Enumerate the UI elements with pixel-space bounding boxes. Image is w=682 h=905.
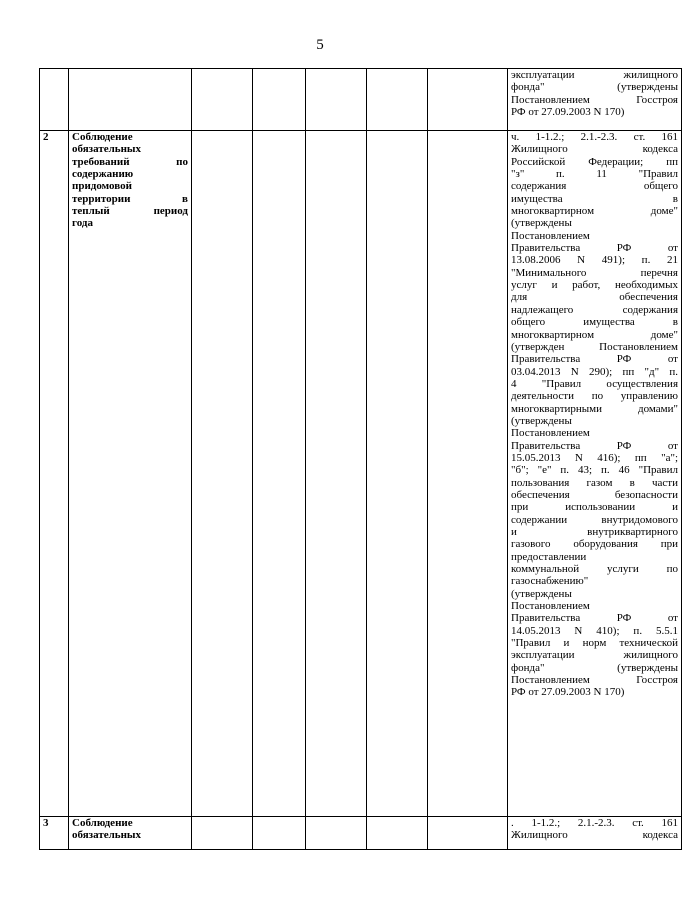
empty-cell bbox=[192, 131, 253, 817]
reference-line: газового оборудования при bbox=[511, 538, 678, 551]
reference-line: и внутриквартирного bbox=[511, 526, 678, 538]
row-number-cell: 2 bbox=[40, 131, 69, 817]
empty-cell bbox=[428, 817, 508, 850]
requirement-line: обязательных bbox=[72, 143, 142, 156]
reference-line: для обеспечения bbox=[511, 291, 678, 304]
requirement-line: придомовой bbox=[72, 180, 132, 193]
legal-reference-cell bbox=[508, 131, 682, 817]
reference-line: "з" п. 11 "Правил bbox=[511, 168, 678, 181]
reference-line: предоставлении bbox=[511, 550, 587, 563]
reference-line: Жилищного кодекса bbox=[511, 829, 678, 842]
requirement-line: года bbox=[72, 217, 93, 230]
reference-line: содержании внутридомового bbox=[511, 513, 678, 526]
row-number-cell: 3 bbox=[40, 817, 69, 850]
requirement-line: требований по bbox=[72, 155, 188, 168]
empty-cell bbox=[306, 131, 367, 817]
reference-line: Постановлением bbox=[511, 229, 590, 242]
empty-cell bbox=[367, 817, 428, 850]
empty-cell bbox=[253, 817, 306, 850]
reference-line: Правительства РФ от bbox=[511, 353, 678, 366]
empty-cell bbox=[428, 69, 508, 131]
empty-cell bbox=[192, 817, 253, 850]
reference-line: "б"; "е" п. 43; п. 46 "Правил bbox=[511, 464, 678, 477]
reference-line: эксплуатации жилищного bbox=[511, 649, 678, 662]
reference-line: 13.08.2006 N 491); п. 21 bbox=[511, 254, 678, 267]
reference-line: при использовании и bbox=[511, 501, 678, 514]
requirements-table bbox=[39, 68, 682, 850]
reference-line: содержания общего bbox=[511, 180, 678, 193]
reference-line: Жилищного кодекса bbox=[511, 143, 678, 156]
reference-line: (утвержден Постановлением bbox=[511, 340, 678, 353]
reference-line: РФ от 27.09.2003 N 170) bbox=[511, 686, 625, 699]
reference-line: обеспечения безопасности bbox=[511, 488, 678, 501]
empty-cell bbox=[367, 131, 428, 817]
table-row bbox=[40, 69, 682, 131]
table-body bbox=[40, 69, 682, 850]
requirement-line: Соблюдение bbox=[72, 131, 133, 143]
reference-line: деятельности по управлению bbox=[511, 390, 678, 403]
reference-line: услуг и работ, необходимых bbox=[511, 279, 678, 292]
legal-reference-cell bbox=[508, 817, 682, 850]
table-row bbox=[40, 817, 682, 850]
reference-line: РФ от 27.09.2003 N 170) bbox=[511, 106, 625, 119]
empty-cell bbox=[306, 817, 367, 850]
reference-line: Постановлением Госстроя bbox=[511, 674, 678, 687]
empty-cell bbox=[192, 69, 253, 131]
reference-line: (утверждены bbox=[511, 414, 572, 427]
empty-cell bbox=[306, 69, 367, 131]
requirement-cell bbox=[69, 131, 192, 817]
reference-line: фонда" (утверждены bbox=[511, 81, 678, 94]
row-number-cell bbox=[40, 69, 69, 131]
reference-line: фонда" (утверждены bbox=[511, 661, 678, 674]
reference-line: (утверждены bbox=[511, 217, 572, 230]
legal-reference-cell bbox=[508, 69, 682, 131]
reference-line: "Минимального перечня bbox=[511, 266, 678, 279]
reference-line: 4 "Правил осуществления bbox=[511, 377, 678, 390]
requirement-line: Соблюдение bbox=[72, 817, 133, 829]
reference-line: имущества в bbox=[511, 192, 678, 205]
reference-line: ч. 1-1.2.; 2.1.-2.3. ст. 161 bbox=[511, 131, 678, 143]
requirement-line: обязательных bbox=[72, 829, 142, 842]
reference-line: "Правил и норм технической bbox=[511, 637, 678, 650]
requirement-cell bbox=[69, 69, 192, 131]
reference-line: газоснабжению" bbox=[511, 575, 589, 588]
requirement-line: содержанию bbox=[72, 168, 134, 181]
reference-line: общего имущества в bbox=[511, 316, 678, 329]
requirement-line: теплый период bbox=[72, 205, 188, 218]
reference-line: эксплуатации жилищного bbox=[511, 69, 678, 81]
reference-line: Постановлением Госстроя bbox=[511, 93, 678, 106]
table-row bbox=[40, 131, 682, 817]
reference-line: коммунальной услуги по bbox=[511, 563, 678, 576]
reference-line: . 1-1.2.; 2.1.-2.3. ст. 161 bbox=[511, 817, 678, 829]
reference-line: 15.05.2013 N 416); пп "а"; bbox=[511, 451, 678, 464]
reference-line: Правительства РФ от bbox=[511, 612, 678, 625]
requirement-line: территории в bbox=[72, 192, 188, 205]
reference-line: многоквартирном доме" bbox=[511, 205, 678, 218]
reference-line: (утверждены bbox=[511, 587, 572, 600]
reference-line: Постановлением bbox=[511, 600, 590, 613]
reference-line: надлежащего содержания bbox=[511, 303, 678, 316]
requirement-cell bbox=[69, 817, 192, 850]
reference-line: Правительства РФ от bbox=[511, 242, 678, 255]
empty-cell bbox=[428, 131, 508, 817]
empty-cell bbox=[253, 131, 306, 817]
reference-line: многоквартирными домами" bbox=[511, 402, 678, 415]
reference-line: многоквартирном доме" bbox=[511, 328, 678, 341]
page-number: 5 bbox=[316, 37, 324, 53]
reference-line: Постановлением bbox=[511, 427, 590, 440]
reference-line: Российской Федерации; пп bbox=[511, 155, 678, 168]
reference-line: Правительства РФ от bbox=[511, 439, 678, 452]
empty-cell bbox=[253, 69, 306, 131]
empty-cell bbox=[367, 69, 428, 131]
reference-line: 14.05.2013 N 410); п. 5.5.1 bbox=[511, 624, 678, 637]
reference-line: пользования газом в части bbox=[511, 476, 678, 489]
reference-line: 03.04.2013 N 290); пп "д" п. bbox=[511, 365, 678, 378]
